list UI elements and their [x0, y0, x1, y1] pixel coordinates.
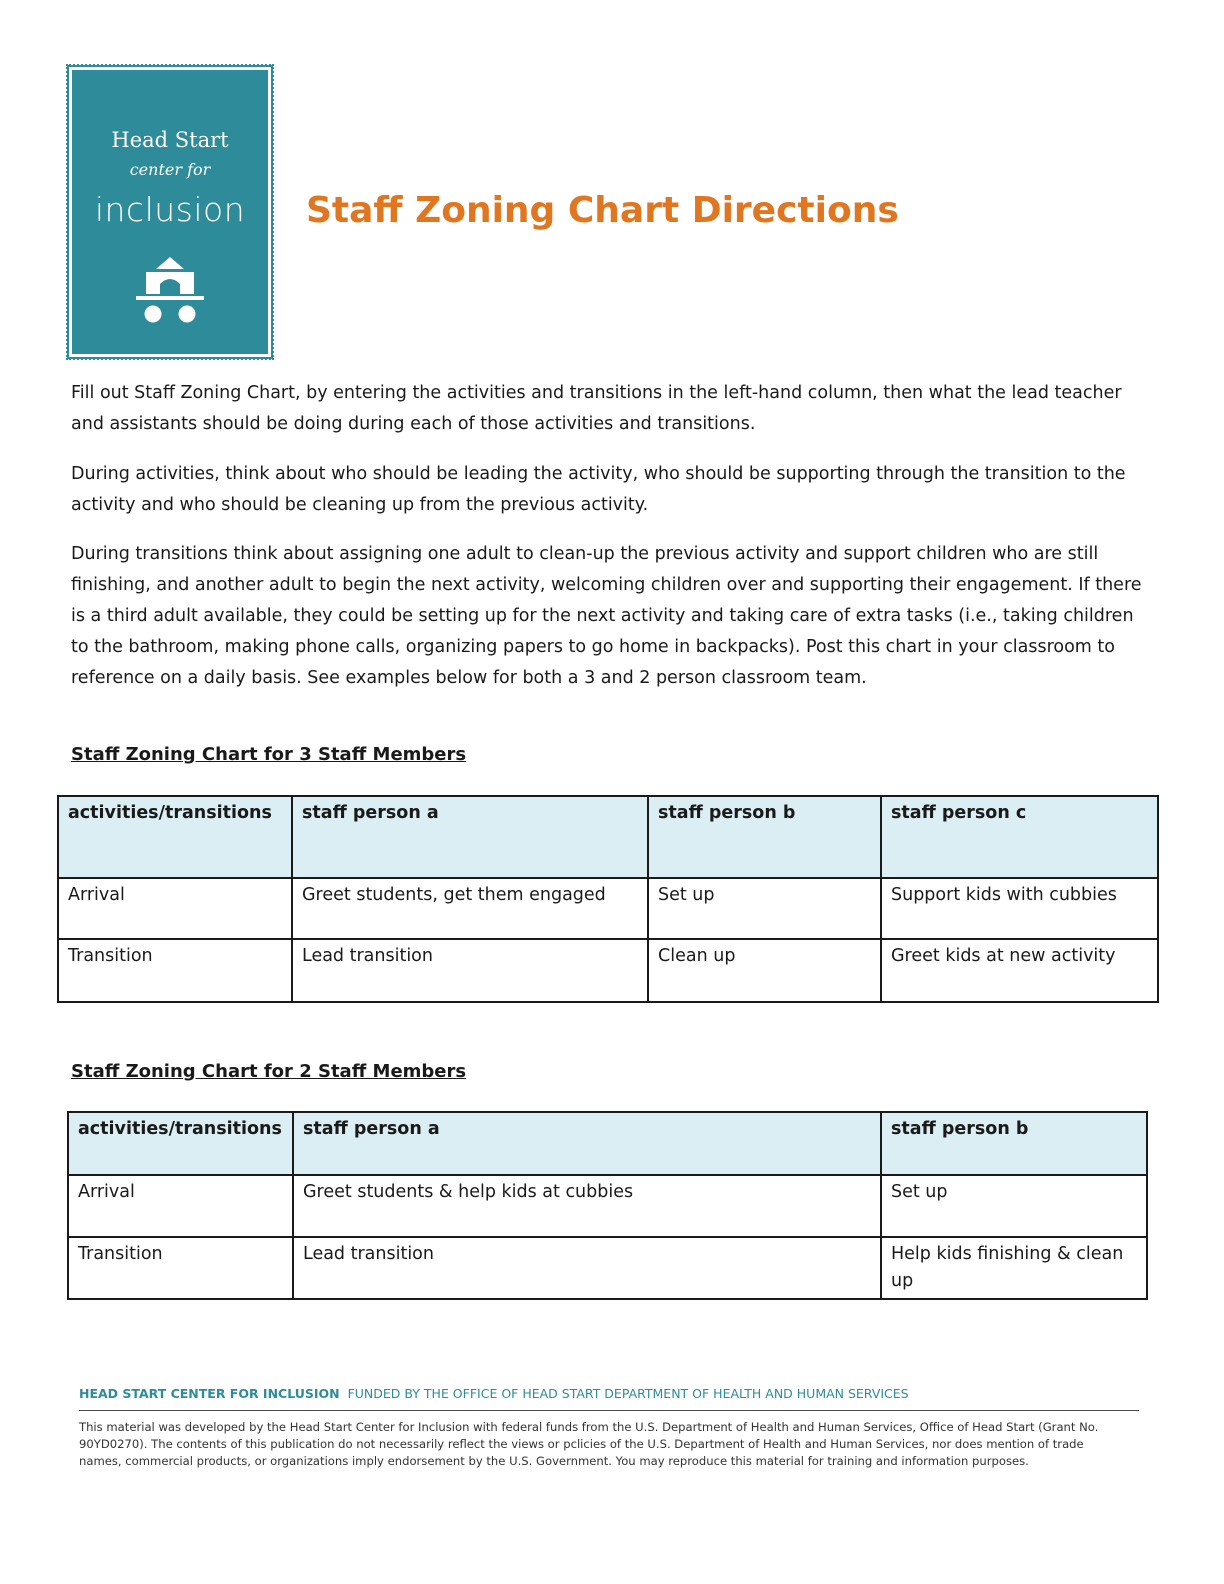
table-cell: Help kids finishing & clean up: [881, 1237, 1147, 1299]
footer-org-name: HEAD START CENTER FOR INCLUSION: [79, 1386, 340, 1401]
table-cell: Set up: [881, 1175, 1147, 1237]
transitions-paragraph: During transitions think about assigning one adult to clean-up the previous activity and support children who are still finishing, and another adult to begin the next activity, welcoming children over and supporting their engagement. If there is a third adult available, they could be setting up for the next activity and taking care of extra tasks (i.e., taking children to the bathroom, making phone calls, organizing papers to go home in backpacks). Post this chart in your classroom to reference on a daily basis. See examples below for both a 3 and 2 person classroom team.: [71, 544, 1142, 688]
three-staff-zoning-table: [57, 795, 1159, 1003]
activities-paragraph: During activities, think about who should be leading the activity, who should be supporting through the transition to the activity and who should be cleaning up from the previous activity.: [71, 464, 1126, 515]
table-cell: Greet students, get them engaged: [292, 878, 648, 939]
table-cell: Lead transition: [292, 939, 648, 1002]
footer-heading: [79, 1386, 909, 1401]
table-cell: Transition: [58, 939, 292, 1002]
table-cell: Greet students & help kids at cubbies: [293, 1175, 881, 1237]
logo-line-head-start: Head Start: [111, 128, 229, 152]
table-cell: Arrival: [68, 1175, 293, 1237]
table-cell: Lead transition: [293, 1237, 881, 1299]
footer-funding-line: FUNDED BY THE OFFICE OF HEAD START DEPARTMENT OF HEALTH AND HUMAN SERVICES: [347, 1386, 909, 1401]
header-cell: staff person a: [292, 796, 648, 878]
header-cell: activities/transitions: [58, 796, 292, 878]
table-cell: Set up: [648, 878, 881, 939]
table-row: [68, 1237, 1147, 1299]
logo-line-inclusion: inclusion: [94, 190, 246, 229]
two-staff-zoning-table: [67, 1111, 1148, 1300]
table-cell: Transition: [68, 1237, 293, 1299]
table-header-row: [58, 796, 1158, 878]
header-cell: staff person a: [293, 1112, 881, 1175]
head-start-logo: [72, 70, 268, 354]
logo-line-center-for: center for: [129, 160, 211, 179]
building-blocks-icon: [134, 254, 206, 326]
table-cell: Clean up: [648, 939, 881, 1002]
table-row: [58, 878, 1158, 939]
footer-disclaimer: This material was developed by the Head Start Center for Inclusion with federal funds from the U.S. Department of Health and Human Services, Office of Head Start (Grant No. 90YD0270). The contents of this publication do not necessarily reflect the views or pclicies of the U.S. Department of Health and Human Services, nor does mention of trade names, commercial products, or organizations imply endorsement by the U.S. Government. You may reproduce this material for training and information purposes.: [79, 1420, 1099, 1468]
table-cell: Support kids with cubbies: [881, 878, 1158, 939]
page-title: Staff Zoning Chart Directions: [306, 190, 899, 231]
header-cell: staff person c: [881, 796, 1158, 878]
intro-paragraph: Fill out Staff Zoning Chart, by entering the activities and transitions in the left-hand column, then what the lead teacher and assistants should be doing during each of those activities and transitions.: [71, 383, 1122, 434]
header-cell: staff person b: [648, 796, 881, 878]
table-header-row: [68, 1112, 1147, 1175]
two-staff-chart-title: Staff Zoning Chart for 2 Staff Members: [71, 1061, 467, 1082]
header-cell: activities/transitions: [68, 1112, 293, 1175]
footer-divider: [79, 1410, 1139, 1411]
table-cell: Arrival: [58, 878, 292, 939]
table-row: [68, 1175, 1147, 1237]
table-row: [58, 939, 1158, 1002]
three-staff-chart-title: Staff Zoning Chart for 3 Staff Members: [71, 744, 467, 765]
header-cell: staff person b: [881, 1112, 1147, 1175]
table-cell: Greet kids at new activity: [881, 939, 1158, 1002]
